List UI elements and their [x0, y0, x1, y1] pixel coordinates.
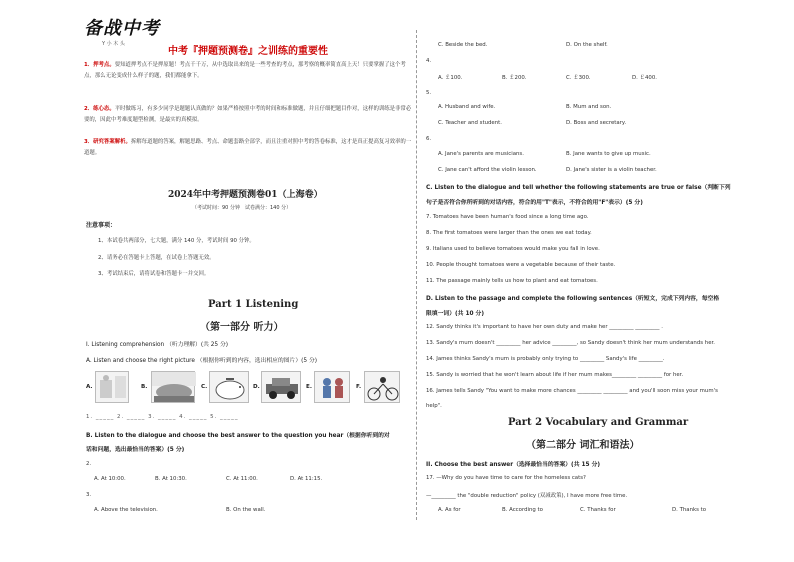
q2-option-b: B. At 10:30. [155, 476, 187, 482]
q6-option-b: B. Jane wants to give up music. [566, 151, 651, 157]
kitchen-illustration-icon [96, 372, 130, 404]
section-A-heading: A. Listen and choose the right picture （根据你听到的内容，选出相应的图片）(5 分) [86, 358, 318, 364]
part2-title: Part 2 Vocabulary and Grammar [508, 417, 689, 428]
q4-option-c: C. ￡300. [566, 75, 591, 81]
q4-option-d: D. ￡400. [632, 75, 657, 81]
intro-lead-3: 3．研究答案解析。 [84, 139, 131, 145]
question-17-line2: —_________ the "double reduction" policy (双减政策), I have more free time. [426, 493, 628, 499]
intro-paragraph-1 [84, 60, 414, 82]
picture-a-kitchen-icon [95, 371, 129, 403]
people-illustration-icon [315, 372, 351, 404]
picture-b-stadium-icon [151, 371, 195, 403]
q2-option-d: D. At 11:15. [290, 476, 323, 482]
q5-option-a: A. Husband and wife. [438, 104, 496, 110]
fill-question-14: 14. James thinks Sandy's mum is probably only trying to _________ Sandy's life _________. [426, 356, 665, 362]
logo-text: 备战中考 [84, 18, 160, 39]
q4-option-b: B. ￡200. [502, 75, 527, 81]
section-B-heading-line1: B. Listen to the dialogue and choose the best answer to the question you hear（根据你听到的对 [86, 433, 390, 439]
q2-option-c: C. At 11:00. [226, 476, 258, 482]
q3-option-b: B. On the wall. [226, 507, 266, 513]
picture-label-e: E. [306, 384, 312, 390]
q6-option-a: A. Jane's parents are musicians. [438, 151, 524, 157]
part1-cn-title: （第一部分 听力） [200, 322, 284, 333]
question-3-number: 3. [86, 492, 92, 498]
notice-title: 注意事项： [86, 222, 117, 229]
section-II-heading: II. Choose the best answer（选择最恰当的答案）(共 15 分) [426, 462, 601, 468]
picture-label-d: D. [253, 384, 260, 390]
section-C-heading-line2: 句子是否符合你所听到的对话内容，符合的用"T"表示，不符合的用"F"表示）(5 分) [426, 200, 643, 206]
q4-option-a: A. ￡100. [438, 75, 463, 81]
fill-question-16-end: help". [426, 403, 442, 409]
section-D-heading-line1: D. Listen to the passage and complete the following sentences（听短文，完成下列内容，每空格 [426, 296, 720, 302]
notice-item: 2、请务必在答题卡上答题，在试卷上答题无效。 [98, 255, 215, 261]
exam-subtitle: （考试时间：90 分钟 试卷满分：140 分） [192, 205, 292, 211]
notice-item: 3、考试结束后，请将试卷和答题卡一并交回。 [98, 271, 210, 277]
q17-option-a: A. As for [438, 507, 461, 513]
q5-option-d: D. Boss and secretary. [566, 120, 627, 126]
intro-text-3: 拆解每道题的答案，解题思路、考点、命题套路全部学，而且注重对照中考的答卷标准，这才是真正提高复习效率的一道题。 [84, 139, 412, 156]
picture-label-f: F. [356, 384, 362, 390]
intro-lead-2: 2．练心态。 [84, 106, 115, 112]
intro-text-2: 平时做练习，有多少同学是题题认真做的？如果严格按照中考的时间和标准做题，并且仔细把题目作对，这样的训练是非常必要的，因此中考难度题型检测，是最实的真模拟。 [84, 106, 412, 123]
picture-options [86, 371, 416, 405]
part1-title: Part 1 Listening [208, 299, 299, 310]
notice-item: 1、本试卷共两部分，七大题，满分 140 分，考试时间 90 分钟。 [98, 238, 255, 244]
picture-d-car-icon [261, 371, 301, 403]
tf-question-9: 9. Italians used to believe tomatoes would make you fall in love. [426, 246, 600, 252]
tf-question-11: 11. The passage mainly tells us how to plant and eat tomatoes. [426, 278, 598, 284]
picture-e-people-icon [314, 371, 350, 403]
q2-option-a: A. At 10:00. [94, 476, 126, 482]
section-I-heading: I. Listening comprehension （听力理解）(共 25 分) [86, 342, 229, 348]
picture-label-a: A. [86, 384, 93, 390]
q5-option-c: C. Teacher and student. [438, 120, 502, 126]
stadium-illustration-icon [152, 372, 196, 404]
exam-title: 2024年中考押题预测卷01（上海卷） [168, 190, 323, 200]
fill-question-15: 15. Sandy is worried that he won't learn about life if her mum makes_________ _________ for her. [426, 372, 684, 378]
section-B-heading-line2: 话和问题，选出最恰当的答案）(5 分) [86, 447, 185, 453]
piggy-bank-illustration-icon [210, 372, 250, 404]
picture-c-piggybank-icon [209, 371, 249, 403]
q6-option-d: D. Jane's sister is a violin teacher. [566, 167, 657, 173]
intro-paragraph-2 [84, 104, 414, 126]
answer-blanks-1-5: 1. _____ 2. _____ 3. _____ 4. _____ 5. _____ [86, 414, 239, 420]
q17-option-b: B. According to [502, 507, 543, 513]
section-D-heading-line2: 限填一词）(共 10 分) [426, 311, 484, 317]
logo-subtext: Y 小 木 头 [102, 41, 125, 47]
fill-question-13: 13. Sandy's mum doesn't _________ her advice _________, so Sandy doesn't think her mum understands her. [426, 340, 715, 346]
tf-question-8: 8. The first tomatoes were larger than the ones we eat today. [426, 230, 592, 236]
brand-logo [84, 14, 162, 48]
car-illustration-icon [262, 372, 302, 404]
question-17-line1: 17. —Why do you have time to care for the homeless cats? [426, 475, 586, 481]
fill-question-12: 12. Sandy thinks it's important to have her own duty and make her _________ _________ . [426, 324, 663, 330]
question-4-number: 4. [426, 58, 432, 64]
q17-option-d: D. Thanks to [672, 507, 707, 513]
q3-option-c: C. Beside the bed. [438, 42, 488, 48]
picture-label-b: B. [141, 384, 148, 390]
tf-question-7: 7. Tomatoes have been human's food since a long time ago. [426, 214, 589, 220]
intro-lead-1: 1．押考点。 [84, 62, 115, 68]
tf-question-10: 10. People thought tomatoes were a vegetable because of their taste. [426, 262, 616, 268]
question-6-number: 6. [426, 136, 432, 142]
q17-option-c: C. Thanks for [580, 507, 616, 513]
part2-cn-title: （第二部分 词汇和语法） [526, 440, 640, 451]
intro-paragraph-3 [84, 137, 414, 159]
question-5-number: 5. [426, 90, 432, 96]
intro-text-1: 要知道押考点不是押原题！考点千千万，从中选取出来的是一些考查的考点，那考察的概率简直高上天！只要掌握了这个考点，那么无论变成什么样子的题，我们都能拿下。 [84, 62, 406, 79]
picture-f-bicycle-icon [364, 371, 400, 403]
picture-label-c: C. [201, 384, 208, 390]
question-2-number: 2. [86, 461, 92, 467]
section-C-heading-line1: C. Listen to the dialogue and tell whether the following statements are true or false（判断下列 [426, 185, 731, 191]
fill-question-16: 16. James tells Sandy "You want to make more chances _________ _________ and you'll soon miss your mum's [426, 388, 718, 394]
banner-title: 中考『押题预测卷』之训练的重要性 [168, 46, 328, 57]
q5-option-b: B. Mum and son. [566, 104, 612, 110]
q3-option-a: A. Above the television. [94, 507, 158, 513]
q6-option-c: C. Jane can't afford the violin lesson. [438, 167, 537, 173]
column-divider [416, 30, 417, 520]
bicycle-illustration-icon [365, 372, 401, 404]
q3-option-d: D. On the shelf. [566, 42, 608, 48]
